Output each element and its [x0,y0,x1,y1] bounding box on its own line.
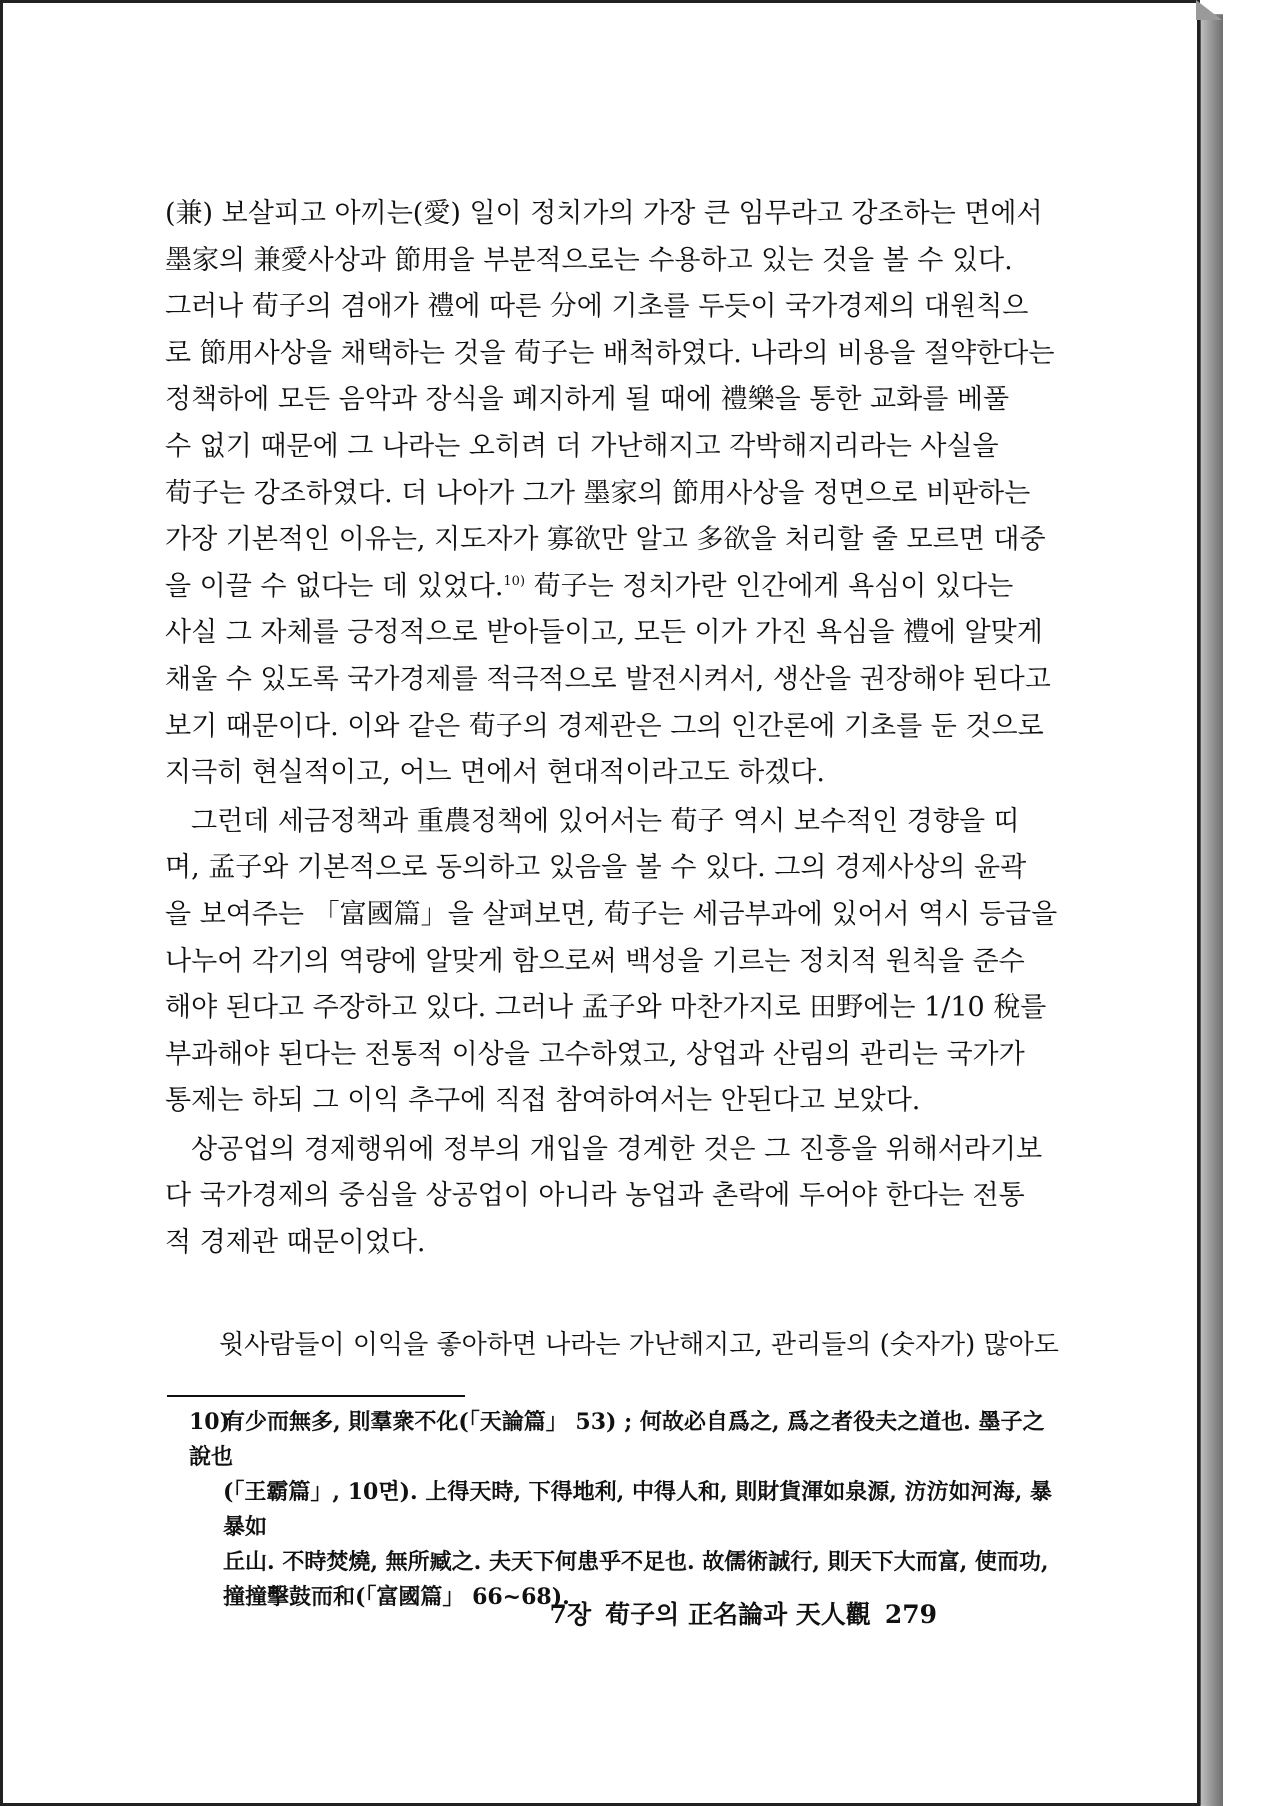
text-line: (兼) 보살피고 아끼는(愛) 일이 정치가의 가장 큰 임무라고 강조하는 면에서 [165,198,1043,229]
footnote-reference[interactable]: 10) [503,573,526,589]
page-stack-edge [1200,14,1223,1806]
text-line: 보기 때문이다. 이와 같은 荀子의 경제관은 그의 인간론에 기초를 둔 것으로 [165,710,1044,742]
footnote-line: 有少而無多, 則羣衆不化(「天論篇」 53) ; 何故必自爲之, 爲之者役夫之道也. 墨子之說也 [189,1409,1045,1470]
text-line: 荀子는 강조하였다. 더 나아가 그가 墨家의 節用사상을 정면으로 비판하는 [165,477,1031,509]
text-line: 로 節用사상을 채택하는 것을 荀子는 배척하였다. 나라의 비용을 절약한다는 [165,337,1055,369]
page-corner [1196,0,1222,20]
page-number: 279 [884,1600,937,1629]
quoted-translation: 윗사람들이 이익을 좋아하면 나라는 가난해지고, 관리들의 (숫자가) 많아도 [219,1330,1059,1360]
text-line: 을 보여주는 「富國篇」을 살펴보면, 荀子는 세금부과에 있어서 역시 등급을 [165,898,1058,930]
text-line: 며, 孟子와 기본적으로 동의하고 있음을 볼 수 있다. 그의 경제사상의 윤곽 [165,852,1027,884]
text-line: 그러나 荀子의 겸애가 禮에 따른 分에 기초를 두듯이 국가경제의 대원칙으 [165,291,1029,323]
footnote-number: 10) [189,1409,231,1435]
paragraph-2 [165,799,1063,1125]
paragraph-3 [165,1127,1063,1267]
text-line: 그런데 세금정책과 重農정책에 있어서는 荀子 역시 보수적인 경향을 띠 [191,805,1020,837]
paragraph-1 [165,191,1063,797]
text-line: 채울 수 있도록 국가경제를 적극적으로 발전시켜서, 생산을 권장해야 된다고 [165,663,1051,695]
running-footer [550,1595,937,1631]
text-line: 을 이끌 수 없다는 데 있었다. [165,570,504,602]
text-line: 나누어 각기의 역량에 알맞게 함으로써 백성을 기르는 정치적 원칙을 준수 [165,945,1025,977]
text-line: 적 경제관 때문이었다. [165,1227,426,1259]
text-line: 수 없기 때문에 그 나라는 오히려 더 가난해지고 각박해지리라는 사실을 [165,430,999,462]
body-text [165,191,1063,1267]
text-line: 지극히 현실적이고, 어느 면에서 현대적이라고도 하겠다. [165,757,825,789]
text-line: 荀子는 정치가란 인간에게 욕심이 있다는 [525,570,1014,602]
footnote-line: 丘山. 不時焚燒, 無所臧之. 夫天下何患乎不足也. 故儒術誠行, 則天下大而富, 使而功, [223,1549,1049,1575]
text-line: 통제는 하되 그 이익 추구에 직접 참여하여서는 안된다고 보았다. [165,1085,921,1117]
footnote-line: 撞撞擊鼓而和(「富國篇」 66~68). [223,1584,570,1610]
footer-chapter: 7장 [549,1600,592,1629]
footer-title: 荀子의 正名論과 天人觀 [605,1600,871,1629]
footnote-divider [167,1395,465,1397]
text-line: 해야 된다고 주장하고 있다. 그러나 孟子와 마찬가지로 田野에는 1/10 稅를 [165,992,1047,1024]
text-line: 다 국가경제의 중심을 상공업이 아니라 농업과 촌락에 두어야 한다는 전통 [165,1180,1025,1212]
text-line: 상공업의 경제행위에 정부의 개입을 경계한 것은 그 진흥을 위해서라기보 [191,1133,1043,1165]
text-line: 墨家의 兼愛사상과 節用을 부분적으로는 수용하고 있는 것을 볼 수 있다. [165,244,1013,276]
text-line: 부과해야 된다는 전통적 이상을 고수하였고, 상업과 산림의 관리는 국가가 [165,1038,1025,1070]
footnote-line: (「王霸篇」, 10면). 上得天時, 下得地利, 中得人和, 則財貨渾如泉源, 汸汸如河海, 暴暴如 [223,1479,1052,1540]
text-line: 사실 그 자체를 긍정적으로 받아들이고, 모든 이가 가진 욕심을 禮에 알맞게 [165,617,1043,649]
text-line: 가장 기본적인 이유는, 지도자가 寡欲만 알고 多欲을 처리할 줄 모르면 대중 [165,524,1046,556]
footnote-10 [189,1405,1063,1615]
text-line: 정책하에 모든 음악과 장식을 폐지하게 될 때에 禮樂을 통한 교화를 베풀 [165,384,1010,416]
